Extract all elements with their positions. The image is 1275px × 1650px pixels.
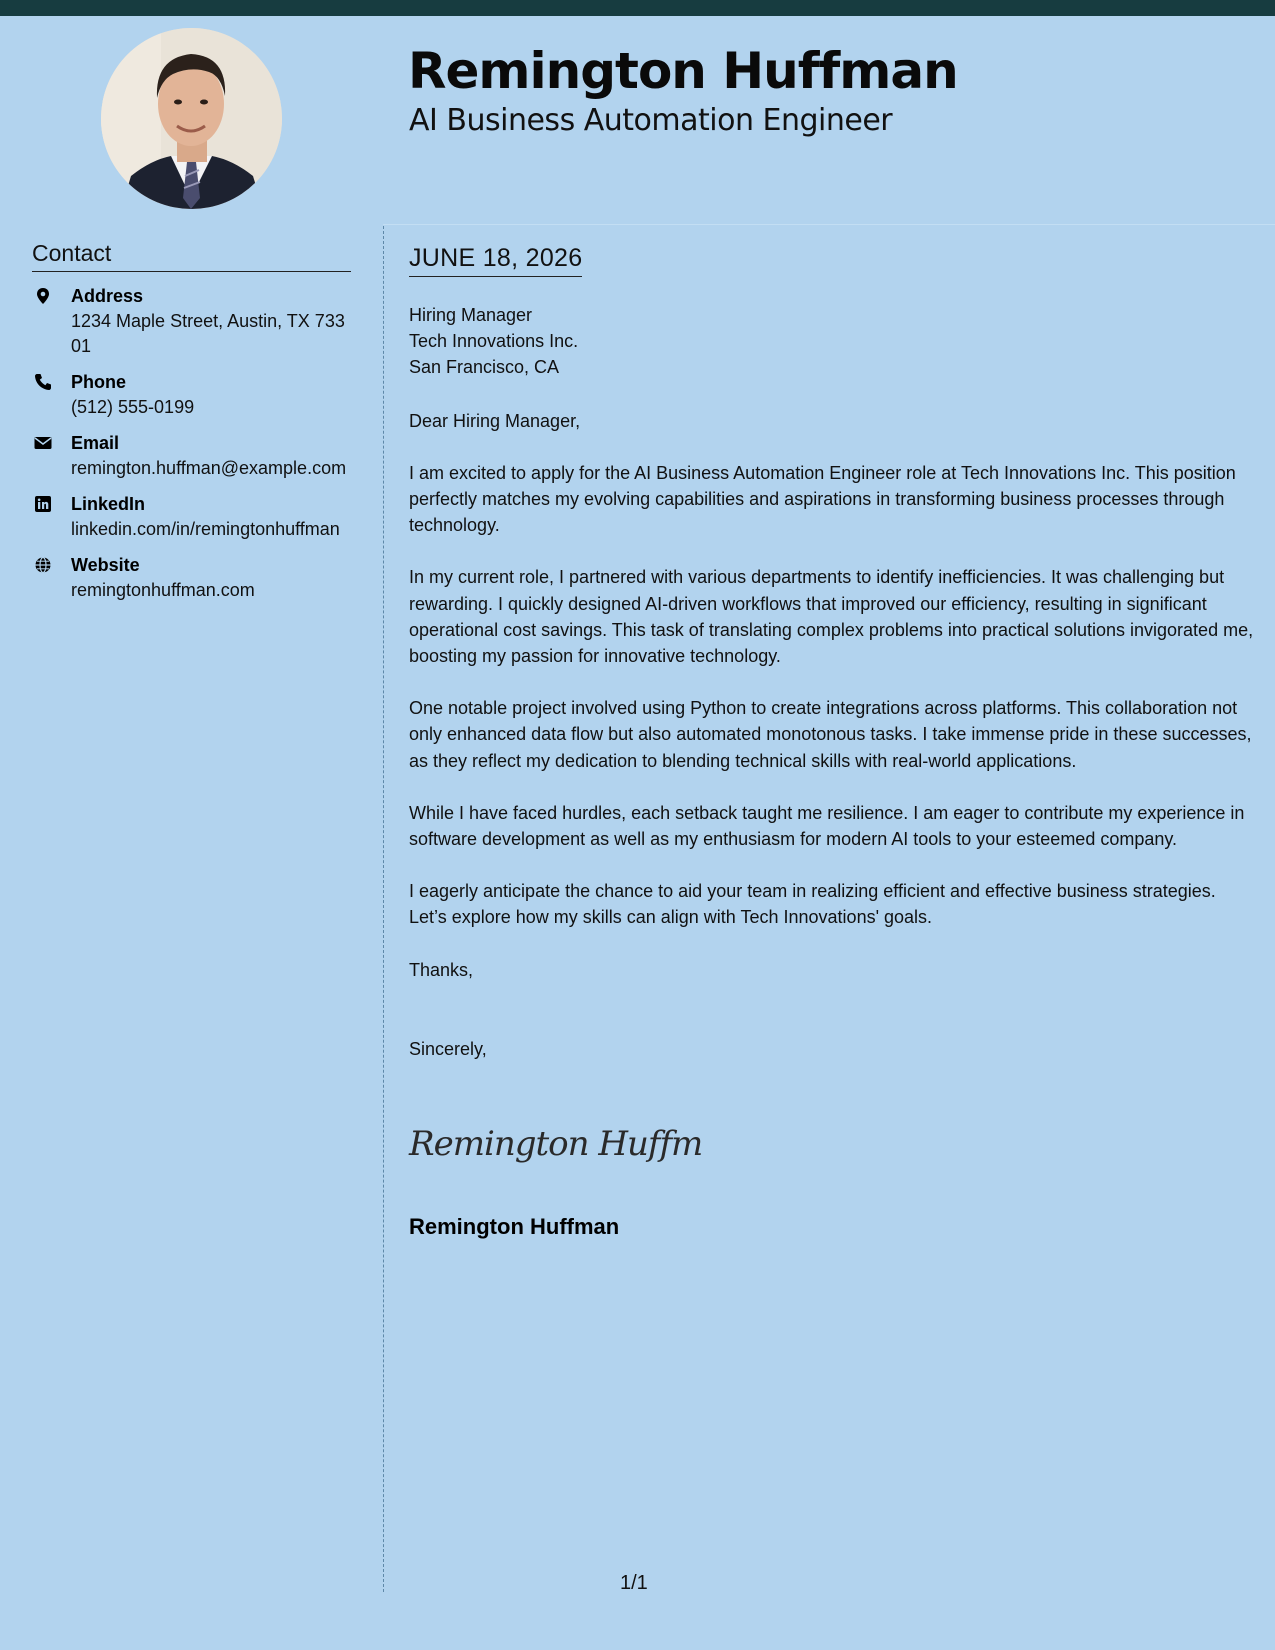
contact-item-email bbox=[32, 431, 352, 481]
applicant-name: Remington Huffman bbox=[408, 42, 958, 100]
profile-photo bbox=[101, 28, 282, 209]
contact-item-address bbox=[32, 284, 352, 359]
column-divider bbox=[383, 226, 384, 1592]
contact-heading: Contact bbox=[32, 240, 351, 272]
job-title: AI Business Automation Engineer bbox=[409, 103, 893, 138]
paragraph: While I have faced hurdles, each setback taught me resilience. I am eager to contribute my experience in software development as well as my enthusiasm for modern AI tools to your esteemed company. bbox=[409, 802, 1245, 850]
recipient-name: Hiring Manager bbox=[409, 305, 533, 325]
recipient-company: Tech Innovations Inc. bbox=[409, 331, 579, 352]
contact-label: Phone bbox=[71, 372, 127, 392]
contact-label: Address bbox=[71, 286, 144, 306]
envelope-icon bbox=[34, 434, 52, 452]
paragraph: I am excited to apply for the AI Business Automation Engineer role at Tech Innovations Inc. This position perfectly matches my evolving capabilities and aspirations in transforming business processes through technology. bbox=[409, 462, 1236, 536]
phone-value: (512) 555-0199 bbox=[71, 397, 195, 417]
contact-item-phone bbox=[32, 370, 352, 420]
contact-label: Website bbox=[71, 555, 140, 575]
linkedin-value[interactable]: linkedin.com/in/remingtonhuffman bbox=[71, 519, 340, 539]
page-number: 1/1 bbox=[620, 1572, 648, 1594]
letter-body bbox=[409, 302, 1255, 1088]
greeting: Dear Hiring Manager, bbox=[409, 410, 581, 431]
contact-item-linkedin bbox=[32, 492, 352, 542]
address-value: 1234 Maple Street, Austin, TX 73301 bbox=[71, 311, 345, 356]
contact-label: Email bbox=[71, 433, 120, 453]
top-bar bbox=[0, 0, 1275, 16]
header-divider bbox=[383, 224, 1275, 225]
globe-icon bbox=[34, 556, 52, 574]
linkedin-icon bbox=[34, 495, 52, 513]
thanks: Thanks, bbox=[409, 959, 474, 980]
closing: Sincerely, bbox=[409, 1038, 487, 1059]
contact-list bbox=[32, 284, 352, 614]
email-value[interactable]: remington.huffman@example.com bbox=[71, 458, 347, 478]
phone-icon bbox=[34, 373, 52, 391]
contact-item-website bbox=[32, 553, 352, 603]
contact-label: LinkedIn bbox=[71, 494, 146, 514]
paragraph: In my current role, I partnered with various departments to identify inefficiencies. It was challenging but rewarding. I quickly designed AI-driven workflows that improved our efficiency, resulting in significant operational cost savings. This task of translating complex problems into practical solutions invigorated me, boosting my passion for innovative technology. bbox=[409, 567, 1254, 667]
paragraph: I eagerly anticipate the chance to aid your team in realizing efficient and effective business strategies. Let’s explore how my skills can align with Tech Innovations' goals. bbox=[409, 881, 1216, 928]
signer-name: Remington Huffman bbox=[409, 1214, 620, 1239]
map-pin-icon bbox=[34, 287, 52, 305]
website-value[interactable]: remingtonhuffman.com bbox=[71, 580, 255, 600]
signature: Remington Huffm bbox=[409, 1124, 703, 1164]
letter-date: JUNE 18, 2026 bbox=[409, 244, 582, 277]
paragraph: One notable project involved using Python to create integrations across platforms. This collaboration not only enhanced data flow but also automated monotonous tasks. I take immense pride in these successes, as they reflect my dedication to blending technical skills with real-world applications. bbox=[409, 698, 1252, 771]
recipient-block bbox=[409, 302, 1255, 381]
recipient-location: San Francisco, CA bbox=[409, 357, 560, 378]
